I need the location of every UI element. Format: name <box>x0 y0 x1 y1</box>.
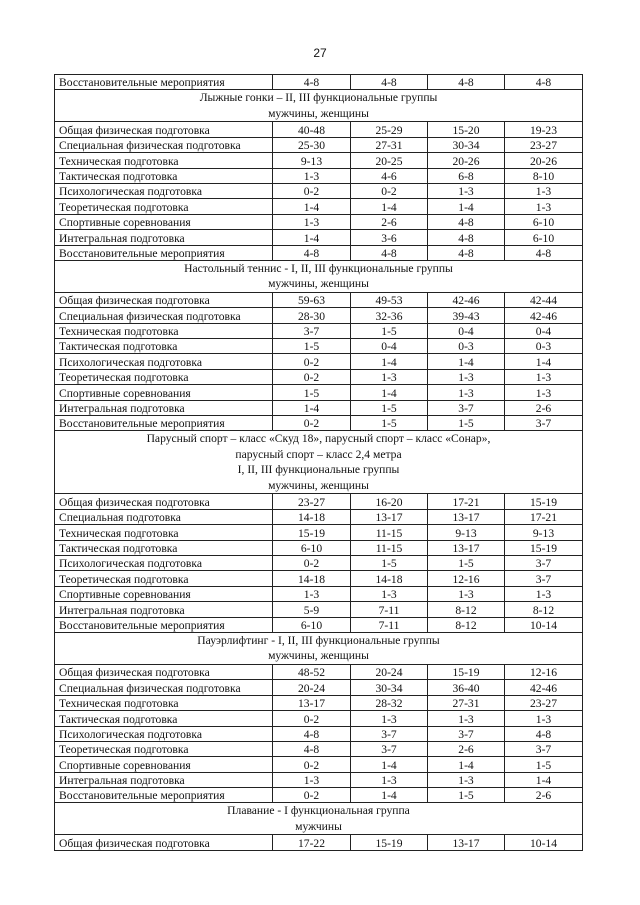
row-value: 1-5 <box>273 339 351 354</box>
row-value: 36-40 <box>428 680 505 695</box>
row-value: 6-8 <box>428 168 505 183</box>
row-value: 3-7 <box>505 741 583 756</box>
row-label: Техническая подготовка <box>55 695 273 710</box>
row-value: 17-22 <box>273 835 351 850</box>
row-value: 1-3 <box>351 711 428 726</box>
row-value: 1-3 <box>505 199 583 214</box>
row-value: 15-19 <box>273 525 351 540</box>
row-value: 1-3 <box>273 586 351 601</box>
row-value: 3-7 <box>273 323 351 338</box>
row-label: Специальная подготовка <box>55 509 273 524</box>
row-value: 7-11 <box>351 617 428 632</box>
row-value: 0-4 <box>428 323 505 338</box>
row-value: 8-12 <box>505 602 583 617</box>
row-value: 1-4 <box>428 757 505 772</box>
page-number: 27 <box>313 46 327 60</box>
table-row <box>55 245 583 260</box>
row-value: 42-46 <box>428 292 505 307</box>
table-row <box>55 168 583 183</box>
row-label: Специальная физическая подготовка <box>55 137 273 152</box>
row-value: 25-29 <box>351 122 428 137</box>
row-value: 3-7 <box>351 741 428 756</box>
section-heading-line: мужчины <box>295 819 342 833</box>
training-plan-table <box>54 74 583 851</box>
section-heading-line: Плавание - I функциональная группа <box>227 804 410 818</box>
table-row <box>55 323 583 338</box>
table-row <box>55 586 583 601</box>
table-row <box>55 741 583 756</box>
row-value: 28-32 <box>351 695 428 710</box>
row-label: Спортивные соревнования <box>55 385 273 400</box>
row-value: 48-52 <box>273 664 351 679</box>
section-heading-line: мужчины, женщины <box>268 106 369 120</box>
row-value: 1-3 <box>428 711 505 726</box>
table-row <box>55 835 583 850</box>
table-row <box>55 385 583 400</box>
table-row <box>55 757 583 772</box>
section-heading-row <box>55 431 583 494</box>
table-row <box>55 308 583 323</box>
row-value: 4-8 <box>428 214 505 229</box>
row-value: 8-12 <box>428 617 505 632</box>
row-value: 0-2 <box>273 183 351 198</box>
row-value: 0-4 <box>505 323 583 338</box>
row-value: 1-5 <box>428 788 505 803</box>
row-label: Психологическая подготовка <box>55 726 273 741</box>
row-value: 42-46 <box>505 308 583 323</box>
table-row <box>55 711 583 726</box>
table-row <box>55 571 583 586</box>
row-value: 1-3 <box>505 369 583 384</box>
row-value: 23-27 <box>505 695 583 710</box>
row-value: 4-8 <box>505 245 583 260</box>
row-value: 2-6 <box>505 400 583 415</box>
training-plan-body <box>55 75 583 851</box>
row-value: 0-2 <box>273 416 351 431</box>
row-value: 6-10 <box>273 617 351 632</box>
row-value: 0-3 <box>505 339 583 354</box>
table-row <box>55 339 583 354</box>
row-value: 23-27 <box>273 494 351 509</box>
row-value: 49-53 <box>351 292 428 307</box>
table-row <box>55 494 583 509</box>
row-value: 5-9 <box>273 602 351 617</box>
table-row <box>55 400 583 415</box>
row-value: 4-8 <box>428 75 505 90</box>
section-heading-line: парусный спорт – класс 2,4 метра <box>235 447 402 461</box>
row-label: Техническая подготовка <box>55 525 273 540</box>
row-value: 0-2 <box>273 354 351 369</box>
section-heading-row <box>55 260 583 292</box>
row-label: Специальная физическая подготовка <box>55 680 273 695</box>
row-value: 0-2 <box>273 555 351 570</box>
row-value: 15-19 <box>351 835 428 850</box>
table-row <box>55 199 583 214</box>
row-label: Восстановительные мероприятия <box>55 245 273 260</box>
table-row <box>55 602 583 617</box>
table-row <box>55 137 583 152</box>
row-value: 4-8 <box>505 726 583 741</box>
row-value: 13-17 <box>428 540 505 555</box>
row-value: 1-3 <box>273 168 351 183</box>
row-value: 40-48 <box>273 122 351 137</box>
row-value: 30-34 <box>428 137 505 152</box>
row-value: 20-25 <box>351 153 428 168</box>
section-heading <box>55 431 583 494</box>
table-row <box>55 525 583 540</box>
row-value: 15-20 <box>428 122 505 137</box>
table-row <box>55 617 583 632</box>
row-label: Общая физическая подготовка <box>55 835 273 850</box>
row-value: 39-43 <box>428 308 505 323</box>
row-value: 1-4 <box>505 354 583 369</box>
row-value: 12-16 <box>505 664 583 679</box>
row-value: 4-8 <box>273 75 351 90</box>
row-value: 9-13 <box>273 153 351 168</box>
row-value: 13-17 <box>351 509 428 524</box>
section-heading-row <box>55 803 583 835</box>
row-value: 1-3 <box>428 183 505 198</box>
row-value: 1-4 <box>428 354 505 369</box>
row-label: Интегральная подготовка <box>55 400 273 415</box>
row-value: 14-18 <box>273 571 351 586</box>
row-value: 1-3 <box>428 385 505 400</box>
row-value: 11-15 <box>351 540 428 555</box>
row-value: 0-3 <box>428 339 505 354</box>
table-row <box>55 772 583 787</box>
table-row <box>55 214 583 229</box>
row-value: 6-10 <box>505 230 583 245</box>
row-value: 1-3 <box>428 586 505 601</box>
section-heading-row <box>55 90 583 122</box>
row-value: 1-4 <box>351 385 428 400</box>
row-value: 19-23 <box>505 122 583 137</box>
row-value: 27-31 <box>351 137 428 152</box>
section-heading-line: Пауэрлифтинг - I, II, III функциональные группы <box>197 633 440 647</box>
row-label: Интегральная подготовка <box>55 230 273 245</box>
row-label: Спортивные соревнования <box>55 214 273 229</box>
row-label: Теоретическая подготовка <box>55 199 273 214</box>
row-value: 14-18 <box>273 509 351 524</box>
row-label: Психологическая подготовка <box>55 354 273 369</box>
row-value: 4-8 <box>505 75 583 90</box>
row-value: 1-3 <box>428 369 505 384</box>
table-row <box>55 122 583 137</box>
row-label: Восстановительные мероприятия <box>55 75 273 90</box>
section-heading-line: мужчины, женщины <box>268 277 369 291</box>
row-value: 1-5 <box>273 385 351 400</box>
row-value: 1-3 <box>505 183 583 198</box>
row-value: 0-2 <box>273 788 351 803</box>
table-row <box>55 75 583 90</box>
section-heading-line: Парусный спорт – класс «Скуд 18», парусный спорт – класс «Сонар», <box>146 432 491 446</box>
row-label: Техническая подготовка <box>55 153 273 168</box>
table-row <box>55 726 583 741</box>
row-value: 4-8 <box>351 75 428 90</box>
table-row <box>55 153 583 168</box>
row-value: 2-6 <box>428 741 505 756</box>
row-value: 16-20 <box>351 494 428 509</box>
row-value: 6-10 <box>505 214 583 229</box>
row-label: Общая физическая подготовка <box>55 664 273 679</box>
table-row <box>55 416 583 431</box>
row-value: 1-3 <box>273 214 351 229</box>
row-value: 1-4 <box>351 788 428 803</box>
section-heading-row <box>55 632 583 664</box>
row-value: 1-3 <box>351 369 428 384</box>
row-label: Тактическая подготовка <box>55 711 273 726</box>
row-value: 59-63 <box>273 292 351 307</box>
row-value: 13-17 <box>428 509 505 524</box>
row-value: 15-19 <box>428 664 505 679</box>
row-value: 3-7 <box>428 726 505 741</box>
row-value: 10-14 <box>505 617 583 632</box>
row-value: 28-30 <box>273 308 351 323</box>
row-label: Общая физическая подготовка <box>55 494 273 509</box>
table-row <box>55 680 583 695</box>
row-value: 0-2 <box>351 183 428 198</box>
table-row <box>55 230 583 245</box>
table-row <box>55 292 583 307</box>
row-label: Общая физическая подготовка <box>55 122 273 137</box>
row-value: 1-4 <box>351 354 428 369</box>
row-label: Теоретическая подготовка <box>55 571 273 586</box>
row-value: 20-24 <box>351 664 428 679</box>
row-value: 1-4 <box>273 199 351 214</box>
row-label: Тактическая подготовка <box>55 339 273 354</box>
row-value: 3-6 <box>351 230 428 245</box>
table-row <box>55 183 583 198</box>
row-value: 2-6 <box>351 214 428 229</box>
row-label: Теоретическая подготовка <box>55 369 273 384</box>
section-heading-line: Настольный теннис - I, II, III функциональные группы <box>184 261 453 275</box>
table-row <box>55 788 583 803</box>
row-value: 30-34 <box>351 680 428 695</box>
row-value: 1-4 <box>351 757 428 772</box>
row-value: 4-8 <box>273 245 351 260</box>
row-label: Спортивные соревнования <box>55 586 273 601</box>
table-row <box>55 540 583 555</box>
row-value: 1-5 <box>351 323 428 338</box>
row-value: 20-26 <box>428 153 505 168</box>
row-label: Техническая подготовка <box>55 323 273 338</box>
section-heading <box>55 632 583 664</box>
row-label: Восстановительные мероприятия <box>55 788 273 803</box>
row-value: 3-7 <box>351 726 428 741</box>
row-value: 0-2 <box>273 369 351 384</box>
row-value: 10-14 <box>505 835 583 850</box>
row-label: Теоретическая подготовка <box>55 741 273 756</box>
section-heading <box>55 803 583 835</box>
row-value: 1-3 <box>505 711 583 726</box>
row-value: 15-19 <box>505 540 583 555</box>
row-label: Восстановительные мероприятия <box>55 416 273 431</box>
row-value: 1-5 <box>351 416 428 431</box>
row-value: 8-12 <box>428 602 505 617</box>
section-heading <box>55 260 583 292</box>
row-value: 4-6 <box>351 168 428 183</box>
row-value: 6-10 <box>273 540 351 555</box>
row-value: 23-27 <box>505 137 583 152</box>
row-value: 1-4 <box>428 199 505 214</box>
row-value: 14-18 <box>351 571 428 586</box>
row-value: 0-2 <box>273 711 351 726</box>
row-value: 3-7 <box>505 571 583 586</box>
section-heading-line: мужчины, женщины <box>268 478 369 492</box>
row-value: 1-5 <box>428 416 505 431</box>
row-value: 1-5 <box>428 555 505 570</box>
row-value: 11-15 <box>351 525 428 540</box>
row-label: Интегральная подготовка <box>55 772 273 787</box>
row-value: 1-5 <box>351 400 428 415</box>
row-value: 4-8 <box>273 726 351 741</box>
row-value: 17-21 <box>505 509 583 524</box>
row-value: 1-3 <box>505 385 583 400</box>
row-label: Спортивные соревнования <box>55 757 273 772</box>
row-value: 3-7 <box>428 400 505 415</box>
row-value: 4-8 <box>428 245 505 260</box>
row-value: 8-10 <box>505 168 583 183</box>
section-heading-line: Лыжные гонки – II, III функциональные группы <box>199 91 438 105</box>
row-value: 3-7 <box>505 555 583 570</box>
row-value: 4-8 <box>428 230 505 245</box>
row-value: 42-46 <box>505 680 583 695</box>
row-value: 4-8 <box>273 741 351 756</box>
row-value: 1-3 <box>273 772 351 787</box>
table-row <box>55 695 583 710</box>
row-value: 1-3 <box>505 586 583 601</box>
row-value: 13-17 <box>428 835 505 850</box>
row-value: 32-36 <box>351 308 428 323</box>
row-value: 1-4 <box>273 230 351 245</box>
row-value: 25-30 <box>273 137 351 152</box>
row-value: 1-5 <box>505 757 583 772</box>
row-value: 1-4 <box>505 772 583 787</box>
row-value: 13-17 <box>273 695 351 710</box>
row-value: 0-4 <box>351 339 428 354</box>
row-label: Психологическая подготовка <box>55 183 273 198</box>
row-label: Восстановительные мероприятия <box>55 617 273 632</box>
row-value: 1-5 <box>351 555 428 570</box>
table-row <box>55 555 583 570</box>
row-value: 20-24 <box>273 680 351 695</box>
row-label: Специальная физическая подготовка <box>55 308 273 323</box>
row-value: 42-44 <box>505 292 583 307</box>
table-row <box>55 354 583 369</box>
row-label: Общая физическая подготовка <box>55 292 273 307</box>
row-label: Психологическая подготовка <box>55 555 273 570</box>
row-value: 3-7 <box>505 416 583 431</box>
row-value: 0-2 <box>273 757 351 772</box>
row-value: 1-3 <box>428 772 505 787</box>
row-value: 12-16 <box>428 571 505 586</box>
row-label: Тактическая подготовка <box>55 540 273 555</box>
row-value: 4-8 <box>351 245 428 260</box>
section-heading-line: мужчины, женщины <box>268 649 369 663</box>
row-value: 15-19 <box>505 494 583 509</box>
row-value: 9-13 <box>428 525 505 540</box>
table-row <box>55 664 583 679</box>
row-value: 1-4 <box>273 400 351 415</box>
row-value: 1-3 <box>351 772 428 787</box>
row-value: 2-6 <box>505 788 583 803</box>
row-value: 27-31 <box>428 695 505 710</box>
section-heading <box>55 90 583 122</box>
row-label: Тактическая подготовка <box>55 168 273 183</box>
row-value: 20-26 <box>505 153 583 168</box>
row-value: 9-13 <box>505 525 583 540</box>
table-row <box>55 509 583 524</box>
row-label: Интегральная подготовка <box>55 602 273 617</box>
row-value: 1-3 <box>351 586 428 601</box>
row-value: 7-11 <box>351 602 428 617</box>
row-value: 17-21 <box>428 494 505 509</box>
section-heading-line: I, II, III функциональные группы <box>237 463 400 477</box>
table-row <box>55 369 583 384</box>
row-value: 1-4 <box>351 199 428 214</box>
